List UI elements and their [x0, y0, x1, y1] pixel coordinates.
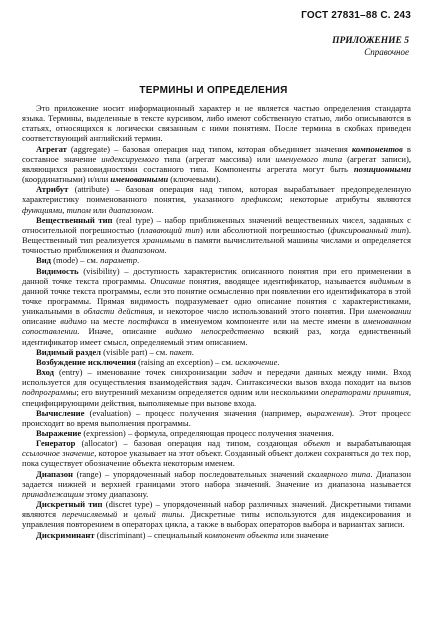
text-run: на месте: [86, 316, 129, 327]
text-run: Это приложение носит информационный характер и не является частью определения стандарта языка. Термины, выделенные в тексте курсивом, либо имеют собственную статью, либо описываются в статьях, относящихся к логически связанным с ними понятиям. После термина в скобках приведен соответствующий английский термин.: [22, 103, 411, 144]
glossary-paragraph: [22, 367, 411, 408]
text-run: (visible part) – см.: [101, 346, 170, 357]
emphasized-term: именовании: [368, 306, 411, 317]
emphasized-term: выражения: [306, 407, 350, 418]
term-heading: Возбуждение исключения: [36, 356, 136, 367]
text-run: (ключевыми).: [168, 174, 221, 185]
text-run: (evaluation) – процесс получения значения (например,: [84, 407, 307, 418]
term-heading: Видимость: [36, 265, 79, 276]
text-run: в составное значение: [22, 143, 411, 164]
text-run: (visibility) – доступность характеристик описанного понятия при его применении в данной точке текста программы.: [22, 265, 411, 286]
emphasized-term: типом: [66, 204, 91, 215]
standard-header: ГОСТ 27831–88 С. 243: [301, 10, 411, 21]
text-run: этому диапазону.: [83, 488, 149, 499]
text-run: (expression) – формула, определяющая процесс получения значения.: [81, 428, 334, 438]
emphasized-term: диапазоном: [121, 245, 165, 256]
term-heading: Вычисление: [36, 407, 85, 418]
term-heading: Диапазон: [36, 468, 73, 479]
text-run: . Иначе, описание: [77, 326, 166, 337]
glossary-paragraph: [22, 428, 411, 438]
glossary-paragraph: [22, 438, 411, 468]
term-heading: Вещественный тип: [36, 214, 113, 225]
glossary-paragraph: [22, 469, 411, 499]
text-run: или значение: [278, 529, 329, 540]
term-heading: Дискриминант: [36, 529, 95, 540]
text-run: .: [137, 255, 140, 266]
glossary-body: [22, 103, 411, 540]
glossary-paragraph: [22, 499, 411, 529]
emphasized-term: диапазоном: [108, 204, 152, 215]
emphasized-term: видимым: [369, 275, 404, 286]
emphasized-term: функциями: [22, 204, 63, 215]
text-run: понятия, вводящее идентификатор, называется: [185, 275, 370, 286]
glossary-paragraph: [22, 103, 411, 144]
text-run: и: [117, 509, 134, 520]
text-run: (discret type) – упорядоченный набор различных значений. Дискретными типами являются: [22, 499, 411, 520]
emphasized-term: префиксом: [241, 194, 281, 205]
emphasized-term: Описание: [150, 275, 186, 286]
text-run: (mode) – см.: [51, 255, 101, 266]
text-run: ). Этот процесс происходит во время выполнения программы.: [22, 407, 411, 428]
section-title: ТЕРМИНЫ И ОПРЕДЕЛЕНИЯ: [139, 85, 288, 96]
glossary-paragraph: [22, 266, 411, 347]
text-run: (агрегат записи), являющихся разновидностями составного типа. Компоненты агрегата могут быть: [22, 153, 411, 174]
emphasized-term: пакет: [169, 346, 192, 357]
emphasized-term: видимо непосредственно: [165, 326, 265, 337]
glossary-paragraph: [22, 530, 411, 540]
glossary-paragraph: [22, 144, 411, 185]
term-heading: Видимый раздел: [36, 346, 102, 357]
text-run: и вырабатывающая: [330, 438, 411, 449]
text-run: ; некоторые атрибуты являются: [280, 194, 411, 205]
text-run: . Диапазон задается нижней и верхней границами этого набора значений. Значение из диапазона называется: [22, 468, 411, 489]
appendix-number: ПРИЛОЖЕНИЕ 5: [332, 36, 409, 46]
emphasized-term: подпрограммы: [22, 387, 77, 398]
emphasized-term: области действия: [83, 306, 153, 317]
text-run: (attribute) – базовая операция над типом, которая вырабатывает предопределенную характеристику поименованного понятия, указанного: [22, 184, 411, 205]
term-heading: Генератор: [36, 438, 76, 449]
emphasized-term: перечисляемый: [62, 509, 118, 520]
term-heading: Дискретный тип: [36, 499, 103, 510]
text-run: (discriminant) – специальный: [94, 529, 205, 540]
emphasized-term: принадлежащим: [22, 488, 84, 499]
emphasized-term: параметр: [100, 255, 138, 266]
text-run: .: [164, 245, 167, 256]
text-run: .: [277, 356, 280, 367]
glossary-paragraph: [22, 408, 411, 428]
emphasized-term: ссылочное значение: [22, 448, 95, 459]
term-heading: Агрегат: [36, 143, 67, 154]
text-run: .: [151, 204, 154, 215]
glossary-paragraph: [22, 357, 411, 367]
emphasized-term: именованном сопоставлении: [22, 316, 412, 337]
text-run: типа (агрегат массива) или: [158, 153, 276, 164]
text-run: , и некоторое число использований этого понятия. При: [152, 306, 369, 317]
emphasized-term: задач: [231, 367, 253, 378]
glossary-paragraph: [22, 347, 411, 357]
text-run: ) или абсолютной погрешностью (: [199, 224, 331, 235]
glossary-paragraph: [22, 184, 411, 214]
text-run: (range) – упорядоченный набор последовательных значений: [72, 468, 308, 479]
text-run: в данной точке текста программы, если это понятие осмысленно при появлении его идентификатора в этой точке программы. Прямая видимость подразумевает одно описание понятия с характеристиками, уникальными в: [22, 275, 411, 317]
emphasized-term: именуемого типа: [275, 153, 343, 164]
text-run: , которое указывает на этот объект. Созданный объект должен сохраняться до тех пор, пока существует обозначение объекта некоторым именем.: [22, 448, 412, 469]
appendix-kind: Справочное: [364, 47, 409, 57]
text-run: описание: [22, 316, 61, 327]
emphasized-term: скалярного типа: [307, 468, 371, 479]
text-run: (allocator) – базовая операция над типом, создающая: [75, 438, 304, 449]
emphasized-term: компонент объекта: [204, 529, 279, 540]
glossary-paragraph: [22, 255, 411, 265]
term-heading: Выражение: [36, 428, 82, 438]
text-run: или: [90, 204, 109, 215]
emphasized-term: хранимыми: [142, 235, 185, 246]
text-run: (aggregate) – базовая операция над типом, которая объединяет значения: [66, 143, 352, 154]
text-run: (real type) – набор приближенных значений вещественных чисел, заданных с относительной погрешностью (: [22, 214, 411, 235]
emphasized-term: позиционными: [353, 163, 411, 174]
text-run: ). Вещественный тип реализуется: [22, 224, 412, 246]
emphasized-term: операторами принятия: [320, 387, 409, 398]
text-run: ,: [62, 204, 67, 215]
text-run: в памяти вычислительной машины числами и определяется точностью приближения и: [22, 235, 411, 256]
text-run: в именуемом компоненте или на месте имени в: [168, 316, 363, 327]
emphasized-term: целый типы: [133, 509, 183, 520]
text-run: (raising an exception) – см.: [135, 356, 236, 367]
emphasized-term: объект: [303, 438, 331, 449]
term-heading: Вход: [36, 367, 54, 378]
appendix-label: [332, 36, 409, 58]
text-run: .: [191, 346, 194, 357]
emphasized-term: фиксированный тип: [330, 224, 406, 235]
emphasized-term: индексируемого: [101, 153, 159, 164]
text-run: (entry) – именование точек синхронизации: [53, 367, 232, 378]
text-run: . Дискретные типы используются для индексирования и управления повторением в операторах цикла, а также в выборах операторов выбора и вариантах записи.: [22, 509, 411, 530]
text-run: (координатными) и/или: [22, 174, 111, 185]
emphasized-term: плавающий тип: [140, 224, 200, 235]
emphasized-term: исключение: [235, 356, 278, 367]
emphasized-term: компонентов: [351, 143, 403, 154]
text-run: и передачи данных между ними. Вход используется для осуществления взаимодействия задач. Синтаксически вызов входа походит на вызов: [22, 367, 411, 388]
term-heading: Атрибут: [36, 184, 69, 195]
term-heading: Вид: [36, 255, 52, 266]
emphasized-term: именованными: [110, 174, 169, 185]
emphasized-term: постфикса: [128, 316, 169, 327]
text-run: ; его внутренний механизм определяется одним или несколькими: [76, 387, 321, 398]
text-run: , специфицирующими действия, выполняемые при вызове входа.: [22, 387, 411, 408]
text-run: всякий раз, когда единственный идентификатор имеет смысл, определяемый этим описанием.: [22, 326, 411, 347]
emphasized-term: видимо: [60, 316, 87, 327]
glossary-paragraph: [22, 215, 411, 256]
